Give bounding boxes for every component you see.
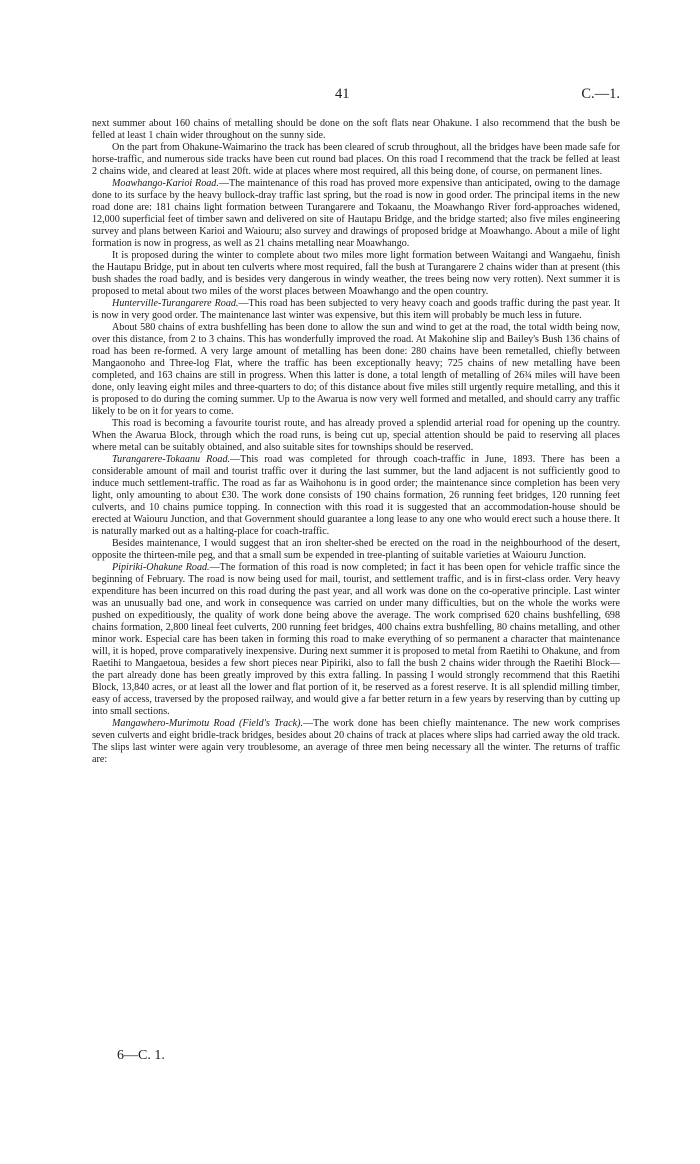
- paragraph: Moawhango-Karioi Road.—The maintenance of this road has proved more expensive than anticipated, owing to the damage done to its surface by the heavy bullock-dray traffic last spring, but the road is now in good order. The principal items in the new road done are: 181 chains light formation between Turangarere and Tokaanu, the Moawhango River ford-approaches widened, 12,000 superficial feet of timber sawn and delivered on site of Hautapu Bridge, and the bridge started; also five miles engineering survey and plans between Karioi and Waiouru; also survey and drawings of proposed bridge at Moawhango. About a mile of light formation is now in progress, as well as 21 chains metalling near Moawhango.: [92, 178, 621, 249]
- page-header: [0, 86, 700, 108]
- section-heading: Pipiriki-Ohakune Road.: [112, 562, 210, 573]
- paragraph: Pipiriki-Ohakune Road.—The formation of this road is now completed; in fact it has been open for vehicle traffic since the beginning of February. The road is now being used for mail, tourist, and settlement traffic, and is in first-class order. Very heavy expenditure has been incurred on this road during the past year, and all work was done on the co-operative principle. Last winter was an unusually bad one, and work in consequence was carried on under many difficulties, but on the whole the works were pushed on expeditiously, the quality of work done being above the average. The work comprised 620 chains bushfelling, 698 chains formation, 2,800 lineal feet culverts, 200 running feet bridges, 400 chains extra bushfelling, 80 chains metalling, and other minor work. Especial care has been taken in forming this road to make everything of so permanent a character that maintenance will, it is hoped, prove comparatively inexpensive. During next summer it is proposed to metal from Raetihi to Ohakune, and from Raetihi to Mangaetoua, besides a few short pieces near Pipiriki, also to fall the bush 2 chains wider through the Raetihi Block—the part already done has been greatly improved by this extra falling. In passing I would strongly recommend that this Raetihi Block, 13,840 acres, or at least all the lower and flat portion of it, be reserved as a forest reserve. It is all splendid milling timber, easy of access, traversed by the proposed railway, and would give a far better return in a few years by reserving than by cutting up into small sections.: [92, 562, 620, 717]
- paragraph: next summer about 160 chains of metalling should be done on the soft flats near Ohakune. I also recommend that the bush be felled at least 1 chain wider throughout on the sunny side.: [92, 118, 620, 141]
- document-reference: C.—1.: [581, 86, 620, 102]
- section-heading: Moawhango-Karioi Road.: [112, 178, 219, 189]
- section-heading: Mangawhero-Murimotu Road (Field's Track).: [112, 718, 303, 729]
- paragraph: Mangawhero-Murimotu Road (Field's Track).—The work done has been chiefly maintenance. The new work comprises seven culverts and eight bridle-track bridges, besides about 20 chains of track at places where slips had carried away the old track. The slips last winter were again very troublesome, an average of three men being necessary all the winter. The returns of traffic are:: [92, 718, 620, 765]
- section-heading: Turangarere-Tokaanu Road.: [112, 454, 231, 465]
- page-number: 41: [335, 86, 350, 102]
- paragraph: On the part from Ohakune-Waimarino the track has been cleared of scrub throughout, all the bridges have been made safe for horse-traffic, and numerous side tracks have been cut round bad places. On this road I recommend that the track be felled at least 2 chains wide, and cleared at least 20ft. wide at places where most required, all this being done, of course, on permanent lines.: [92, 142, 620, 177]
- section-heading: Hunterville-Turangarere Road.: [112, 298, 239, 309]
- paragraph: Besides maintenance, I would suggest that an iron shelter-shed be erected on the road in the neighbourhood of the desert, opposite the thirteen-mile peg, and that a small sum be expended in tree-planting of suitable varieties at Waiouru Junction.: [92, 538, 620, 561]
- paragraph: About 580 chains of extra bushfelling has been done to allow the sun and wind to get at the road, the total width being now, over this distance, from 2 to 3 chains. This has wonderfully improved the road. At Makohine slip and Bailey's Bush 136 chains of road has been re-formed. A very large amount of metalling has been done: 280 chains have been remetalled, chiefly between Mangaonoho and Three-log Flat, where the traffic has been exceptionally heavy; 725 chains of new metalling have been completed, and 163 chains are still in progress. When this latter is done, a total length of metalling of 26¾ miles will have been done, only leaving eight miles and three-quarters to do; of this distance about five miles still urgently require metalling, and this it is proposed to do during the coming summer. Up to the Awarua is now very well formed and metalled, and should carry any traffic likely to be on it for years to come.: [92, 322, 620, 417]
- paragraph: This road is becoming a favourite tourist route, and has already proved a splendid arterial road for opening up the country. When the Awarua Block, through which the road runs, is being cut up, special attention should be paid to reserving all places where metal can be suitably obtained, and also suitable sites for townships should be reserved.: [92, 418, 620, 453]
- paragraph: It is proposed during the winter to complete about two miles more light formation between Waitangi and Wangaehu, finish the Hautapu Bridge, put in about ten culverts where most required, fall the bush at Turangarere 2 chains wider than at present (this bush shades the road badly, and is besides very dangerous in windy weather, the trees being now very rotten). Next summer it is proposed to metal about two miles of the worst places between Moawhango and the open country.: [92, 250, 620, 297]
- paragraph: Turangarere-Tokaanu Road.—This road was completed for through coach-traffic in June, 1893. There has been a considerable amount of mail and tourist traffic over it during the last summer, but the land adjacent is not sufficiently good to induce much settlement-traffic. The road as far as Waihohonu is in good order; the maintenance since completion has been very light, only amounting to about £30. The work done consists of 190 chains formation, 26 running feet bridges, 120 running feet culverts, and 10 chains pumice topping. In connection with this road it is suggested that an accommodation-house should be erected at Waiouru Junction, and that Government should guarantee a long lease to any one who would erect such a house there. It is naturally marked out as a halting-place for coach-traffic.: [92, 454, 621, 537]
- paragraph: Hunterville-Turangarere Road.—This road has been subjected to very heavy coach and goods traffic during the past year. It is now in very good order. The maintenance last winter was expensive, but this item will probably be much less in future.: [92, 298, 620, 321]
- body-text: [92, 118, 620, 766]
- signature-mark: 6—C. 1.: [117, 1048, 165, 1063]
